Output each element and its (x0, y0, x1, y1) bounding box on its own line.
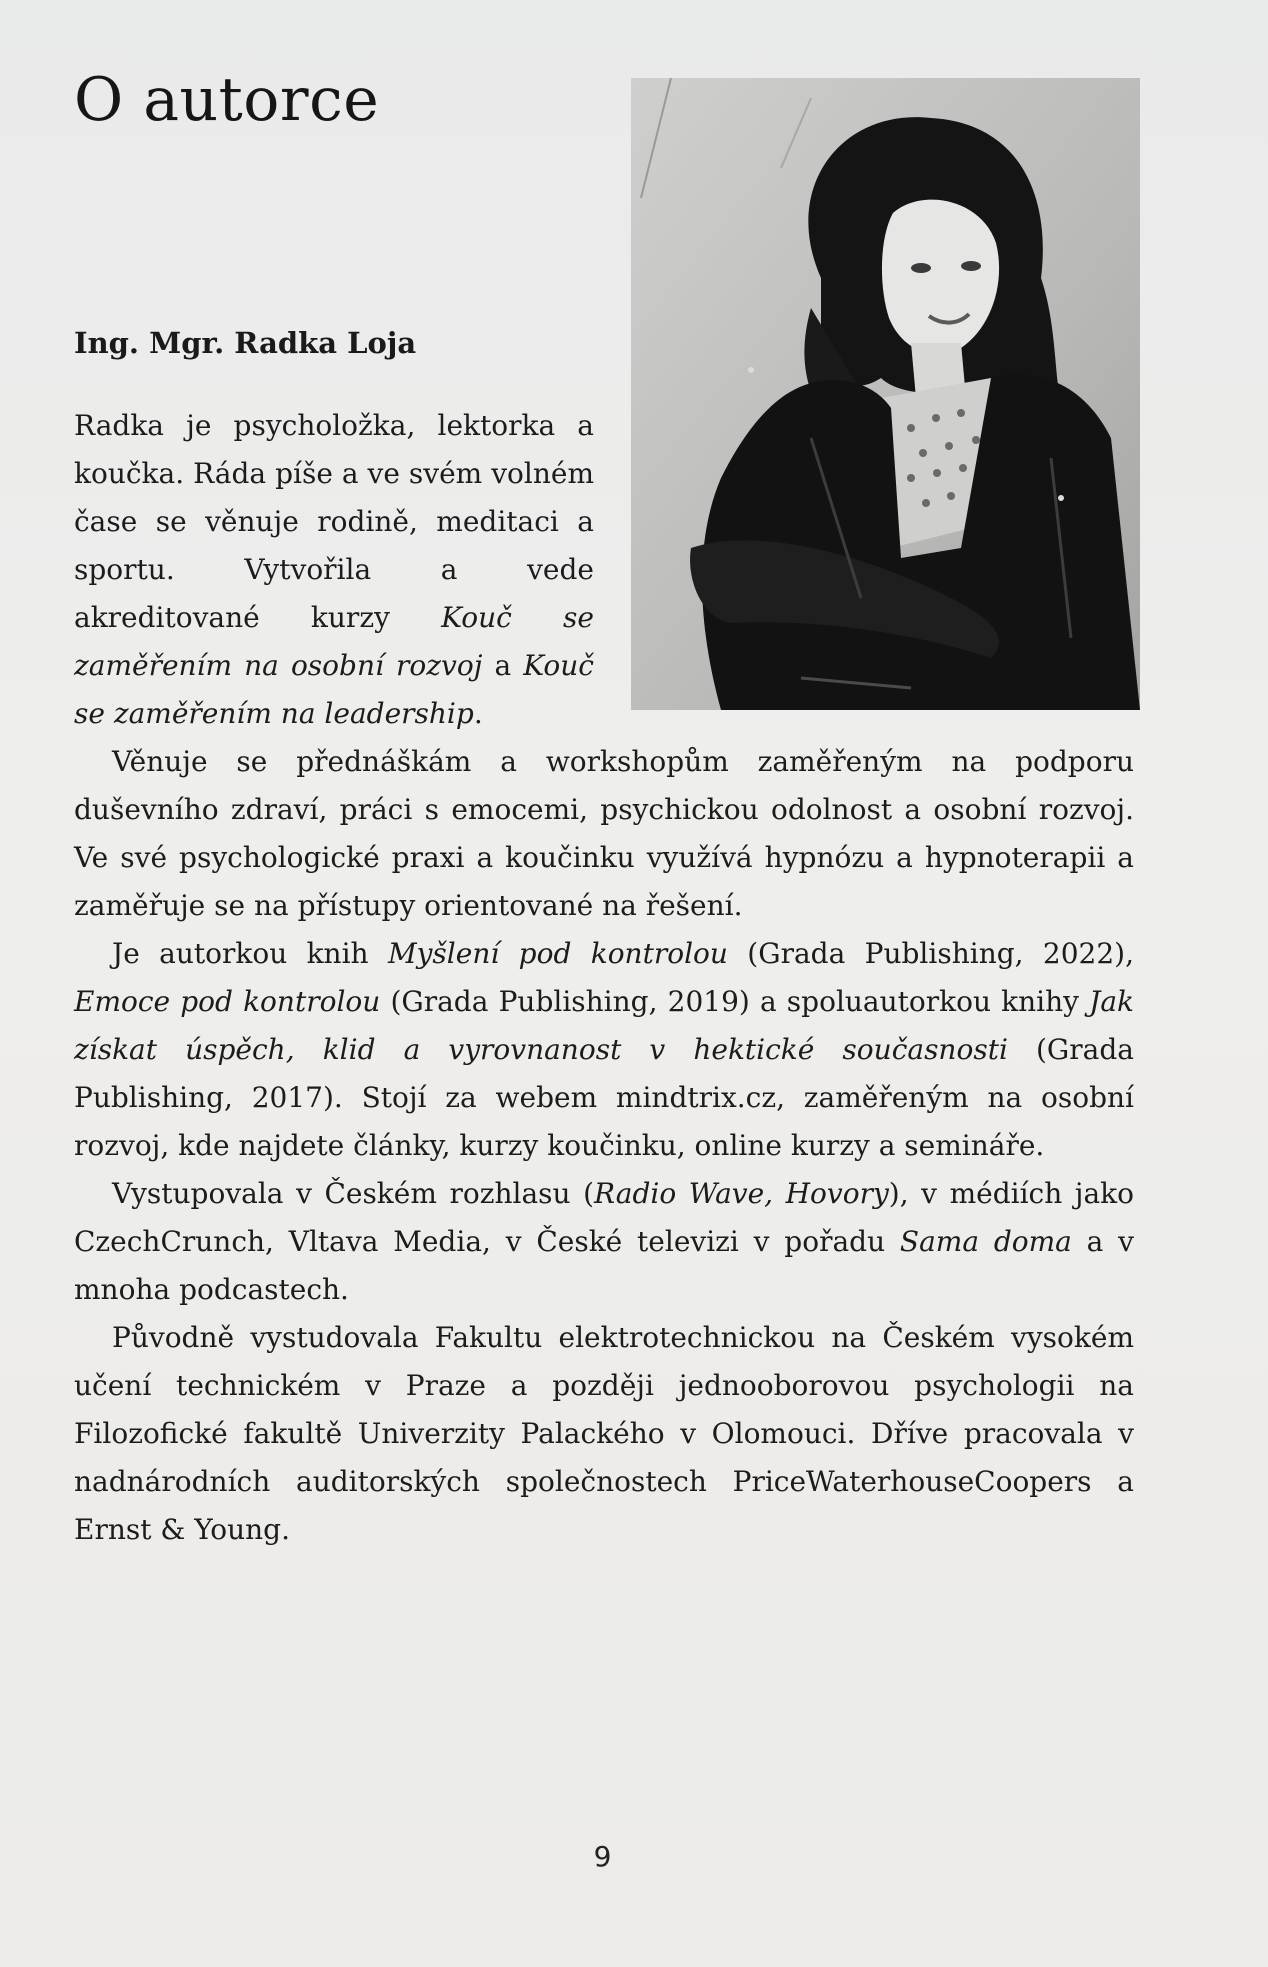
text-run: . (473, 697, 483, 730)
bio-paragraph-1 (74, 402, 594, 738)
bio-paragraph-5 (74, 1314, 1134, 1554)
bio-paragraph-3 (74, 930, 1134, 1170)
italic-title: Kouč se zaměřením na leadership (74, 649, 594, 730)
text-run: Je autorkou knih (112, 937, 388, 970)
bio-paragraph-4 (74, 1170, 1134, 1314)
text-run: ), v médiích jako CzechCrunch, Vltava Media, v České televizi v pořadu (74, 1177, 1134, 1258)
text-run: a (482, 649, 524, 682)
italic-title: Kouč se zaměřením na osobní rozvoj (74, 601, 594, 682)
text-run: Vystupovala v Českém rozhlasu ( (112, 1177, 595, 1210)
italic-title: Radio Wave, Hovory (594, 1177, 889, 1210)
italic-title: Emoce pod kontrolou (74, 985, 381, 1018)
text-run: Věnuje se přednáškám a workshopům zaměřeným na podporu duševního zdraví, práci s emocemi, psychickou odolnost a osobní rozvoj. Ve své psychologické praxi a koučinku využívá hypnózu a hypnoterapii a zaměřuje se na přístupy orientované na řešení. (74, 745, 1134, 922)
page-number: 9 (593, 1840, 612, 1873)
italic-title: Sama doma (899, 1225, 1072, 1258)
page-title: O autorce (74, 65, 380, 135)
text-run: a v mnoha podcastech. (74, 1225, 1134, 1306)
text-run: (Grada Publishing, 2022), (727, 937, 1134, 970)
text-run: (Grada Publishing, 2017). Stojí za webem mindtrix.cz, zaměřeným na osobní rozvoj, kde najdete články, kurzy koučinku, online kurzy a semináře. (74, 1033, 1134, 1162)
author-name: Ing. Mgr. Radka Loja (74, 326, 417, 360)
italic-title: Myšlení pod kontrolou (387, 937, 728, 970)
text-run: (Grada Publishing, 2019) a spoluautorkou knihy (380, 985, 1090, 1018)
bio-body (74, 738, 1134, 1554)
bio-paragraph-2 (74, 738, 1134, 930)
author-photo (631, 78, 1140, 710)
portrait-photo-image (631, 78, 1140, 710)
text-run: Původně vystudovala Fakultu elektrotechnickou na Českém vysokém učení technickém v Praze a později jednooborovou psychologii na Filozofické fakultě Univerzity Palackého v Olomouci. Dříve pracovala v nadnárodních auditorských společnostech PriceWaterhouseCoopers a Ernst & Young. (74, 1321, 1134, 1546)
italic-title: Jak získat úspěch, klid a vyrovnanost v hektické současnosti (74, 985, 1134, 1066)
text-run: Radka je psycholožka, lektorka a koučka. Ráda píše a ve svém volném čase se věnuje rodině, meditaci a sportu. Vytvořila a vede akreditované kurzy (74, 409, 594, 634)
